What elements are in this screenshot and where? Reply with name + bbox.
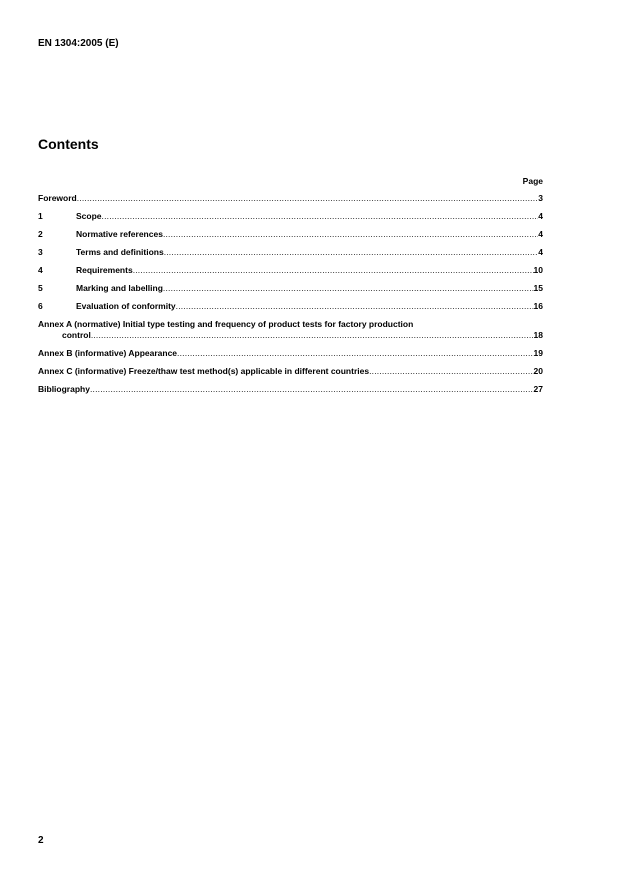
dot-leader bbox=[176, 301, 534, 312]
toc-entry-text: Foreword bbox=[38, 193, 77, 203]
toc-entry-number: 1 bbox=[38, 211, 43, 221]
toc-entry-page: 20 bbox=[533, 366, 543, 376]
toc-entry-scope[interactable] bbox=[38, 211, 543, 222]
toc-entry-text: Bibliography bbox=[38, 384, 90, 394]
toc-entry-evaluation-of-conformity[interactable] bbox=[38, 301, 543, 312]
toc-entry-annex-b[interactable] bbox=[38, 348, 543, 359]
toc-entry-annex-c[interactable] bbox=[38, 366, 543, 377]
dot-leader bbox=[77, 193, 539, 204]
page-column-label: Page bbox=[522, 176, 543, 186]
toc-entry-text: Normative references bbox=[76, 229, 163, 239]
toc-entry-page: 15 bbox=[533, 283, 543, 293]
toc-entry-page: 3 bbox=[538, 193, 543, 203]
toc-entry-page: 4 bbox=[538, 229, 543, 239]
dot-leader bbox=[164, 247, 539, 258]
toc-entry-page: 10 bbox=[533, 265, 543, 275]
toc-entry-page: 16 bbox=[533, 301, 543, 311]
toc-entry-foreword[interactable] bbox=[38, 193, 543, 204]
toc-entry-text: Marking and labelling bbox=[76, 283, 163, 293]
dot-leader bbox=[90, 384, 534, 395]
dot-leader bbox=[177, 348, 534, 359]
toc-entry-text: Terms and definitions bbox=[76, 247, 164, 257]
toc-entry-number: 5 bbox=[38, 283, 43, 293]
toc-entry-text-continued: control bbox=[62, 330, 91, 340]
dot-leader bbox=[91, 330, 534, 341]
document-id-header: EN 1304:2005 (E) bbox=[38, 38, 119, 49]
toc-entry-annex-a[interactable] bbox=[38, 319, 543, 341]
toc-entry-text: Annex B (informative) Appearance bbox=[38, 348, 178, 358]
table-of-contents bbox=[38, 193, 543, 395]
toc-entry-number: 3 bbox=[38, 247, 43, 257]
toc-entry-text: Annex C (informative) Freeze/thaw test method(s) applicable in different countries bbox=[38, 366, 370, 376]
toc-entry-number: 4 bbox=[38, 265, 43, 275]
toc-entry-bibliography[interactable] bbox=[38, 384, 543, 395]
toc-entry-terms-and-definitions[interactable] bbox=[38, 247, 543, 258]
toc-entry-page: 4 bbox=[538, 211, 543, 221]
toc-entry-page: 4 bbox=[538, 247, 543, 257]
page-number: 2 bbox=[38, 835, 44, 846]
toc-entry-number: 2 bbox=[38, 229, 43, 239]
dot-leader bbox=[133, 265, 534, 276]
dot-leader bbox=[369, 366, 533, 377]
toc-entry-text: Annex A (normative) Initial type testing and frequency of product tests for factory production bbox=[38, 319, 414, 329]
toc-entry-marking-and-labelling[interactable] bbox=[38, 283, 543, 294]
dot-leader bbox=[163, 283, 534, 294]
toc-entry-number: 6 bbox=[38, 301, 43, 311]
toc-entry-page: 18 bbox=[533, 330, 543, 340]
dot-leader bbox=[163, 229, 538, 240]
toc-entry-text: Requirements bbox=[76, 265, 133, 275]
contents-title: Contents bbox=[38, 136, 99, 152]
toc-entry-text: Scope bbox=[76, 211, 102, 221]
toc-entry-page: 27 bbox=[533, 384, 543, 394]
toc-entry-page: 19 bbox=[533, 348, 543, 358]
dot-leader bbox=[102, 211, 539, 222]
toc-entry-normative-references[interactable] bbox=[38, 229, 543, 240]
toc-entry-text: Evaluation of conformity bbox=[76, 301, 176, 311]
toc-entry-requirements[interactable] bbox=[38, 265, 543, 276]
